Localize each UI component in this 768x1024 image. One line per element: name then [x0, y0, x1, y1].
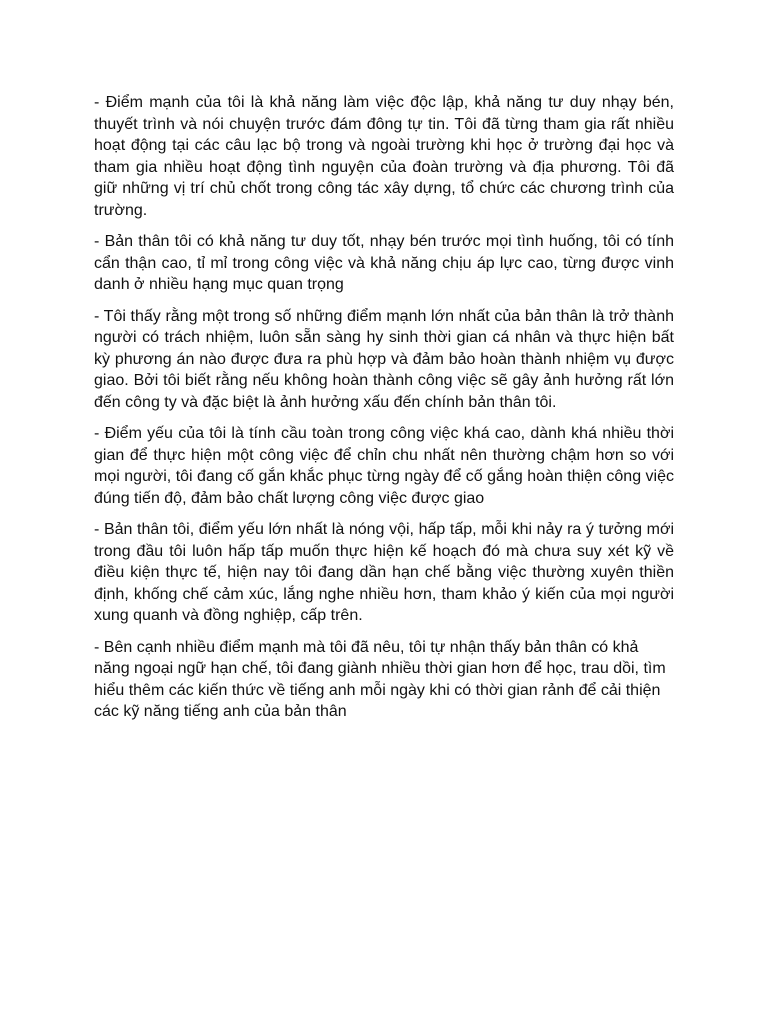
paragraph-weakness-language: - Bên cạnh nhiều điểm mạnh mà tôi đã nêu, tôi tự nhận thấy bản thân có khả năng ngoại ngữ hạn chế, tôi đang giành nhiều thời gian hơn để học, trau dồi, tìm hiểu thêm các kiến thức về tiếng anh mỗi ngày khi có thời gian rảnh để cải thiện các kỹ năng tiếng anh của bản thân: [94, 638, 666, 720]
paragraph-strengths-independence: - Điểm mạnh của tôi là khả năng làm việc độc lập, khả năng tư duy nhạy bén, thuyết trình và nói chuyện trước đám đông tự tin. Tôi đã từng tham gia rất nhiều hoạt động tại các câu lạc bộ trong và ngoài trường khi học ở trường đại học và tham gia nhiều hoạt động tình nguyện của đoàn trường và địa phương. Tôi đã giữ những vị trí chủ chốt trong công tác xây dựng, tổ chức các chương trình của trường.: [94, 94, 674, 219]
paragraph-strengths-responsibility: - Tôi thấy rằng một trong số những điểm mạnh lớn nhất của bản thân là trở thành người có trách nhiệm, luôn sẵn sàng hy sinh thời gian cá nhân và thực hiện bất kỳ phương án nào được đưa ra phù hợp và đảm bảo hoàn thành nhiệm vụ được giao. Bởi tôi biết rằng nếu không hoàn thành công việc sẽ gây ảnh hưởng rất lớn đến công ty và đặc biệt là ảnh hưởng xấu đến chính bản thân tôi.: [94, 307, 674, 411]
paragraph-weakness-perfectionism: - Điểm yếu của tôi là tính cầu toàn trong công việc khá cao, dành khá nhiều thời gian để thực hiện một công việc để chỉn chu nhất nên thường chậm hơn so với mọi người, tôi đang cố gắn khắc phục từng ngày để cố gắng hoàn thiện công việc đúng tiến độ, đảm bảo chất lượng công việc được giao: [94, 425, 674, 507]
paragraph-weakness-impatience: - Bản thân tôi, điểm yếu lớn nhất là nóng vội, hấp tấp, mỗi khi nảy ra ý tưởng mới trong đầu tôi luôn hấp tấp muốn thực hiện kế hoạch đó mà chưa suy xét kỹ về điều kiện thực tế, hiện nay tôi đang dần hạn chế bằng việc thường xuyên thiền định, khống chế cảm xúc, lắng nghe nhiều hơn, tham khảo ý kiến của mọi người xung quanh và đồng nghiệp, cấp trên.: [94, 521, 674, 624]
paragraph-strengths-thinking: - Bản thân tôi có khả năng tư duy tốt, nhạy bén trước mọi tình huống, tôi có tính cẩn thận cao, tỉ mỉ trong công việc và khả năng chịu áp lực cao, từng được vinh danh ở nhiều hạng mục quan trọng: [94, 233, 674, 293]
